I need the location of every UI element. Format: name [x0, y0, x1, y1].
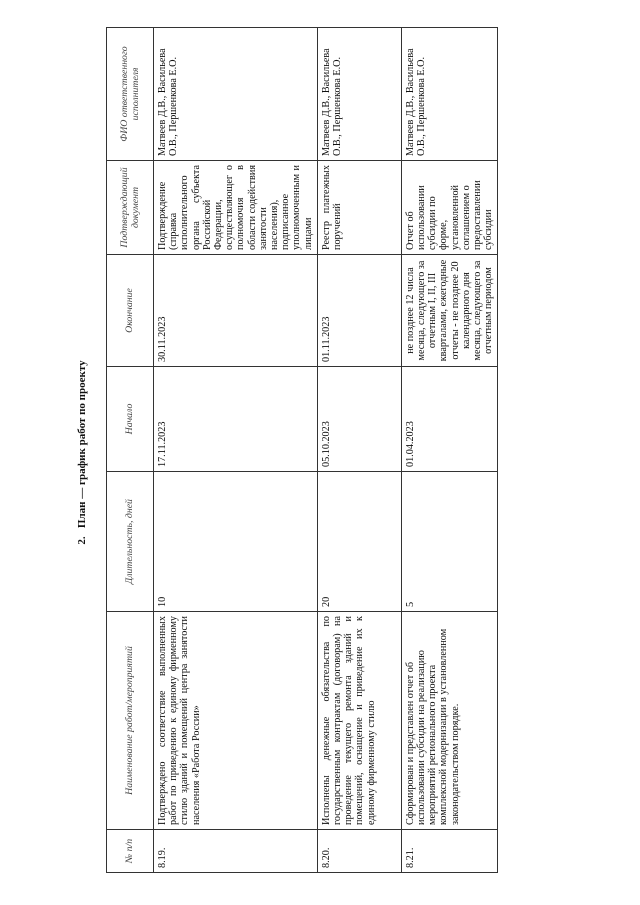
row-number: 8.20.: [317, 830, 401, 873]
column-header-end: Окончание: [107, 255, 154, 367]
responsible-person: Матвеев Д.В., Васильева О.В., Першенкова Е.О.: [401, 28, 498, 161]
confirming-document: Отчет об использовании субсидии по форме, установленной соглашением о предоставлении субсидии: [401, 161, 498, 255]
table-header-row: [107, 28, 154, 873]
work-plan-table: [106, 27, 498, 873]
work-name: Подтверждено соответствие выполненных работ по приведению к единому фирменному стилю зданий и помещений центра занятости населения «Работа России»: [154, 612, 318, 830]
table-row: [317, 28, 401, 873]
table-row: [401, 28, 498, 873]
table-row: [154, 28, 318, 873]
responsible-person: Матвеев Д.В., Васильева О.В., Першенкова Е.О.: [317, 28, 401, 161]
confirming-document: Подтверждение (справка исполнительного органа субъекта Российской Федерации, осуществляющег о полномочия в области содействия занятости населения), подписанное уполномоченным и лицами: [154, 161, 318, 255]
duration-days: 10: [154, 472, 318, 612]
column-header-start: Начало: [107, 367, 154, 472]
row-number: 8.21.: [401, 830, 498, 873]
confirming-document: Реестр платежных поручений: [317, 161, 401, 255]
column-header-duration: Длительность, дней: [107, 472, 154, 612]
duration-days: 5: [401, 472, 498, 612]
column-header-document: Подтверждающий документ: [107, 161, 154, 255]
start-date: 01.04.2023: [401, 367, 498, 472]
start-date: 05.10.2023: [317, 367, 401, 472]
column-header-name: Наименование работ/мероприятий: [107, 612, 154, 830]
row-number: 8.19.: [154, 830, 318, 873]
section-heading: 2. План — график работ по проекту: [76, 360, 88, 545]
column-header-num: № п/п: [107, 830, 154, 873]
work-name: Исполнены денежные обязательства по государственным контрактам (договорам) на проведение текущего ремонта зданий и помещений, оснащение и приведение их к единому фирменному стилю: [317, 612, 401, 830]
end-date: 30.11.2023: [154, 255, 318, 367]
responsible-person: Матвеев Д.В., Васильева О.В., Першенкова Е.О.: [154, 28, 318, 161]
start-date: 17.11.2023: [154, 367, 318, 472]
end-date: не позднее 12 числа месяца, следующего за отчетным I, II, III кварталами, ежегодные отчеты - не позднее 20 календарного дня месяца, следующего за отчетным периодом: [401, 255, 498, 367]
end-date: 01.11.2023: [317, 255, 401, 367]
duration-days: 20: [317, 472, 401, 612]
column-header-responsible: ФИО ответственного исполнителя: [107, 28, 154, 161]
work-name: Сформирован и представлен отчет об использовании субсидии на реализацию мероприятий регионального проекта комплексной модернизации в установленном законодательством порядке.: [401, 612, 498, 830]
